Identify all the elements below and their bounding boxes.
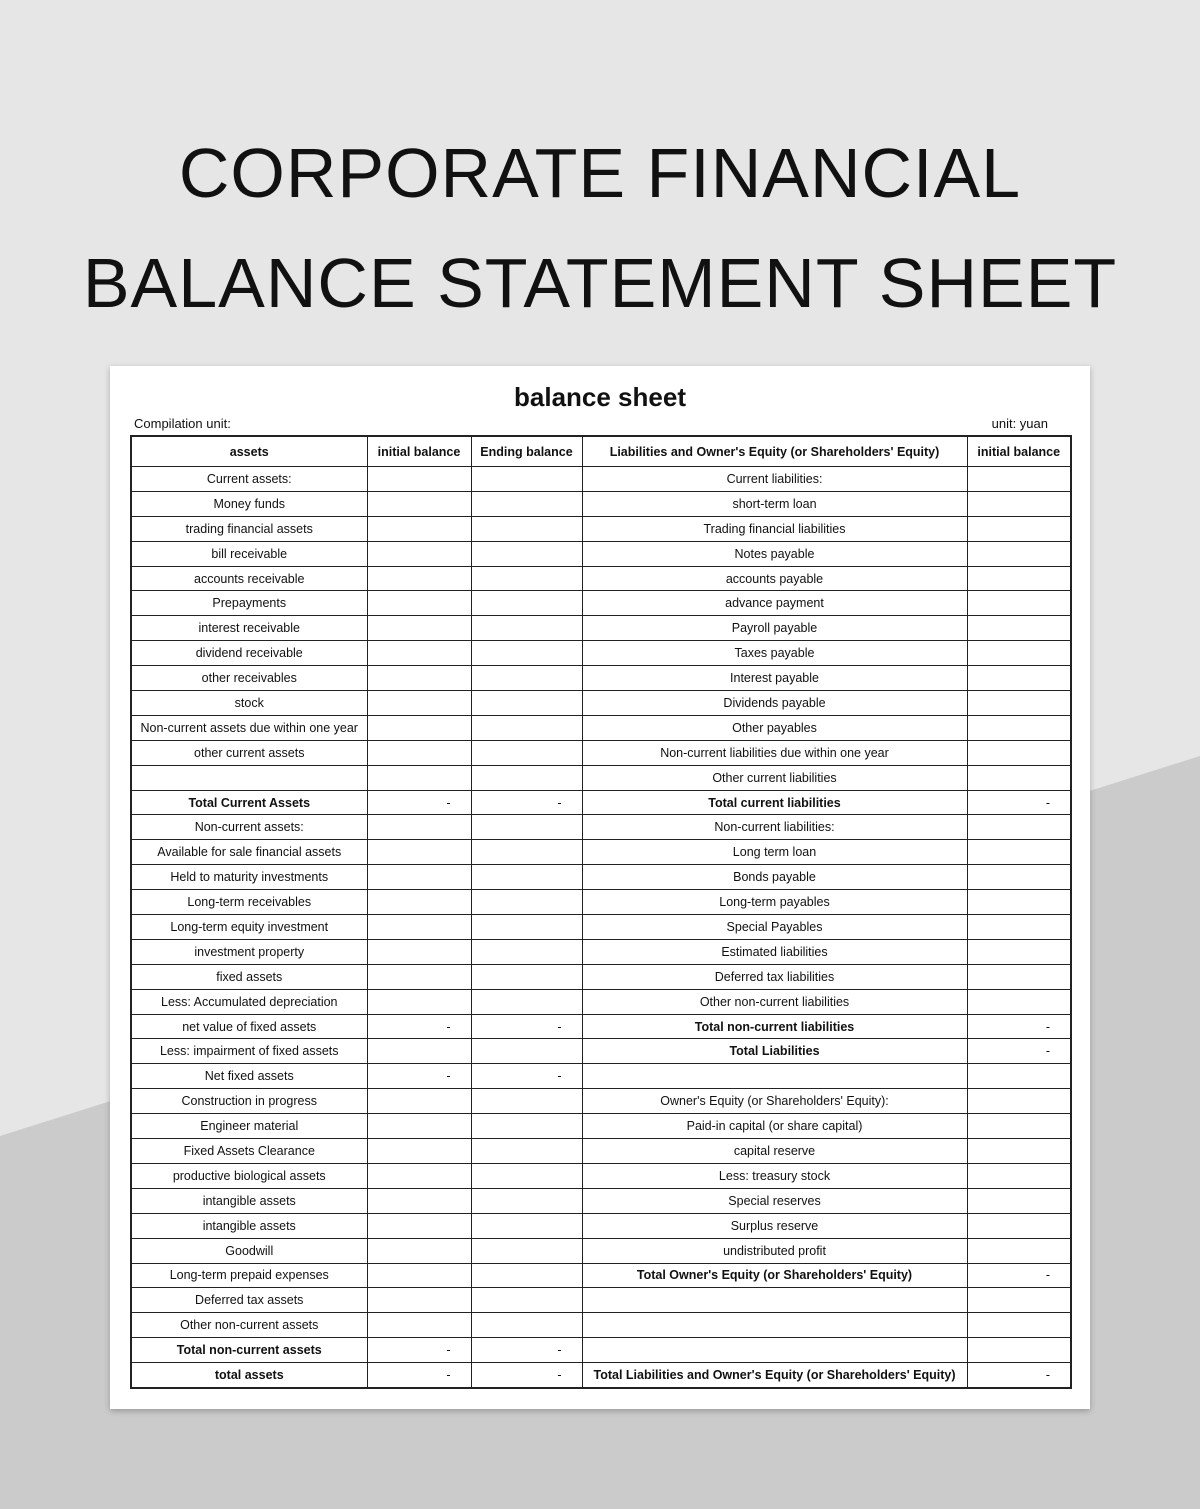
asset-initial-balance-cell [367, 715, 471, 740]
liability-initial-balance-cell [967, 516, 1071, 541]
asset-ending-balance-cell [471, 1139, 582, 1164]
liability-initial-balance-cell [967, 1288, 1071, 1313]
liability-label-cell: Deferred tax liabilities [582, 964, 967, 989]
table-row [131, 1313, 1071, 1338]
liability-initial-balance-cell [967, 1089, 1071, 1114]
header-assets-initial-balance: initial balance [367, 436, 471, 467]
asset-label-cell: fixed assets [131, 964, 367, 989]
asset-initial-balance-cell [367, 1039, 471, 1064]
asset-initial-balance-cell [367, 641, 471, 666]
liability-initial-balance-cell [967, 1188, 1071, 1213]
liability-label-cell: Long term loan [582, 840, 967, 865]
asset-ending-balance-cell [471, 939, 582, 964]
asset-label-cell: Current assets: [131, 467, 367, 492]
table-body [131, 467, 1071, 1388]
table-row [131, 1089, 1071, 1114]
liability-label-cell: Less: treasury stock [582, 1163, 967, 1188]
liability-label-cell [582, 1064, 967, 1089]
liability-label-cell: Trading financial liabilities [582, 516, 967, 541]
table-row [131, 1188, 1071, 1213]
asset-initial-balance-cell: - [367, 1064, 471, 1089]
asset-label-cell: Less: Accumulated depreciation [131, 989, 367, 1014]
liability-initial-balance-cell [967, 616, 1071, 641]
asset-initial-balance-cell [367, 1163, 471, 1188]
table-row [131, 715, 1071, 740]
asset-initial-balance-cell: - [367, 1014, 471, 1039]
table-row [131, 566, 1071, 591]
liability-label-cell: Total non-current liabilities [582, 1014, 967, 1039]
table-row [131, 1288, 1071, 1313]
balance-sheet-table [130, 435, 1072, 1389]
asset-label-cell: total assets [131, 1363, 367, 1388]
liability-label-cell: Total current liabilities [582, 790, 967, 815]
liability-label-cell: Special reserves [582, 1188, 967, 1213]
liability-label-cell: Bonds payable [582, 865, 967, 890]
asset-initial-balance-cell [367, 1313, 471, 1338]
asset-ending-balance-cell [471, 691, 582, 716]
liability-initial-balance-cell [967, 989, 1071, 1014]
liability-initial-balance-cell [967, 1064, 1071, 1089]
liability-initial-balance-cell [967, 467, 1071, 492]
table-row [131, 491, 1071, 516]
liability-label-cell: Long-term payables [582, 890, 967, 915]
asset-label-cell: Engineer material [131, 1114, 367, 1139]
liability-label-cell: Total Owner's Equity (or Shareholders' Equity) [582, 1263, 967, 1288]
liability-label-cell: undistributed profit [582, 1238, 967, 1263]
table-row [131, 890, 1071, 915]
asset-label-cell: intangible assets [131, 1188, 367, 1213]
asset-label-cell: Net fixed assets [131, 1064, 367, 1089]
balance-sheet-card [110, 366, 1090, 1409]
table-row [131, 1263, 1071, 1288]
asset-initial-balance-cell [367, 691, 471, 716]
compilation-unit-label: Compilation unit: [134, 416, 231, 431]
liability-initial-balance-cell [967, 1313, 1071, 1338]
table-row [131, 666, 1071, 691]
liability-initial-balance-cell [967, 815, 1071, 840]
asset-ending-balance-cell [471, 989, 582, 1014]
liability-label-cell: accounts payable [582, 566, 967, 591]
asset-initial-balance-cell [367, 915, 471, 940]
asset-initial-balance-cell [367, 516, 471, 541]
asset-label-cell: Available for sale financial assets [131, 840, 367, 865]
asset-initial-balance-cell [367, 666, 471, 691]
asset-label-cell [131, 765, 367, 790]
liability-label-cell [582, 1288, 967, 1313]
table-row [131, 691, 1071, 716]
asset-ending-balance-cell [471, 815, 582, 840]
asset-label-cell: Money funds [131, 491, 367, 516]
table-row [131, 1238, 1071, 1263]
liability-initial-balance-cell [967, 691, 1071, 716]
asset-label-cell: investment property [131, 939, 367, 964]
liability-label-cell: Current liabilities: [582, 467, 967, 492]
liability-initial-balance-cell [967, 765, 1071, 790]
asset-ending-balance-cell [471, 890, 582, 915]
asset-label-cell: Construction in progress [131, 1089, 367, 1114]
asset-label-cell: Long-term prepaid expenses [131, 1263, 367, 1288]
table-row [131, 790, 1071, 815]
liability-initial-balance-cell: - [967, 790, 1071, 815]
table-row [131, 1363, 1071, 1388]
liability-label-cell [582, 1338, 967, 1363]
asset-ending-balance-cell [471, 1263, 582, 1288]
liability-label-cell: Total Liabilities and Owner's Equity (or Shareholders' Equity) [582, 1363, 967, 1388]
page-title [0, 118, 1200, 338]
asset-ending-balance-cell [471, 1288, 582, 1313]
asset-initial-balance-cell [367, 964, 471, 989]
asset-label-cell: productive biological assets [131, 1163, 367, 1188]
asset-label-cell: Total Current Assets [131, 790, 367, 815]
asset-label-cell: trading financial assets [131, 516, 367, 541]
asset-initial-balance-cell [367, 740, 471, 765]
table-row [131, 765, 1071, 790]
asset-initial-balance-cell [367, 1188, 471, 1213]
asset-initial-balance-cell [367, 1139, 471, 1164]
asset-label-cell: stock [131, 691, 367, 716]
asset-label-cell: Goodwill [131, 1238, 367, 1263]
asset-ending-balance-cell [471, 491, 582, 516]
sheet-title: balance sheet [514, 382, 686, 412]
liability-initial-balance-cell [967, 591, 1071, 616]
liability-initial-balance-cell [967, 566, 1071, 591]
table-header-row [131, 436, 1071, 467]
asset-initial-balance-cell [367, 1238, 471, 1263]
header-liabilities-initial-balance: initial balance [967, 436, 1071, 467]
asset-label-cell: Held to maturity investments [131, 865, 367, 890]
liability-label-cell: Other current liabilities [582, 765, 967, 790]
table-row [131, 516, 1071, 541]
asset-initial-balance-cell [367, 1263, 471, 1288]
header-liabilities-equity: Liabilities and Owner's Equity (or Shareholders' Equity) [582, 436, 967, 467]
asset-ending-balance-cell [471, 666, 582, 691]
table-row [131, 641, 1071, 666]
asset-ending-balance-cell [471, 566, 582, 591]
table-row [131, 1139, 1071, 1164]
liability-initial-balance-cell [967, 666, 1071, 691]
liability-initial-balance-cell [967, 541, 1071, 566]
liability-label-cell: Dividends payable [582, 691, 967, 716]
asset-label-cell: dividend receivable [131, 641, 367, 666]
asset-label-cell: intangible assets [131, 1213, 367, 1238]
table-row [131, 815, 1071, 840]
table-row [131, 915, 1071, 940]
asset-initial-balance-cell [367, 467, 471, 492]
asset-initial-balance-cell [367, 1288, 471, 1313]
asset-ending-balance-cell [471, 1188, 582, 1213]
liability-label-cell: Notes payable [582, 541, 967, 566]
table-row [131, 939, 1071, 964]
liability-label-cell: Total Liabilities [582, 1039, 967, 1064]
liability-label-cell: Special Payables [582, 915, 967, 940]
asset-initial-balance-cell: - [367, 1338, 471, 1363]
asset-initial-balance-cell [367, 616, 471, 641]
asset-label-cell: other receivables [131, 666, 367, 691]
header-assets: assets [131, 436, 367, 467]
unit-label: unit: yuan [991, 416, 1048, 431]
asset-ending-balance-cell [471, 1089, 582, 1114]
liability-label-cell: Owner's Equity (or Shareholders' Equity): [582, 1089, 967, 1114]
asset-label-cell: bill receivable [131, 541, 367, 566]
liability-initial-balance-cell [967, 939, 1071, 964]
liability-initial-balance-cell [967, 1238, 1071, 1263]
asset-label-cell: Long-term equity investment [131, 915, 367, 940]
liability-label-cell [582, 1313, 967, 1338]
liability-initial-balance-cell [967, 1213, 1071, 1238]
liability-label-cell: Other non-current liabilities [582, 989, 967, 1014]
asset-initial-balance-cell [367, 865, 471, 890]
liability-label-cell: Payroll payable [582, 616, 967, 641]
table-row [131, 541, 1071, 566]
liability-label-cell: Interest payable [582, 666, 967, 691]
liability-initial-balance-cell: - [967, 1039, 1071, 1064]
asset-ending-balance-cell [471, 715, 582, 740]
liability-initial-balance-cell [967, 491, 1071, 516]
liability-initial-balance-cell: - [967, 1263, 1071, 1288]
liability-initial-balance-cell [967, 865, 1071, 890]
liability-initial-balance-cell [967, 641, 1071, 666]
asset-initial-balance-cell [367, 1213, 471, 1238]
asset-ending-balance-cell [471, 516, 582, 541]
table-row [131, 964, 1071, 989]
liability-initial-balance-cell [967, 840, 1071, 865]
asset-label-cell: Less: impairment of fixed assets [131, 1039, 367, 1064]
table-row [131, 467, 1071, 492]
asset-initial-balance-cell [367, 566, 471, 591]
asset-label-cell: net value of fixed assets [131, 1014, 367, 1039]
liability-initial-balance-cell [967, 1338, 1071, 1363]
page-title-line-1: CORPORATE FINANCIAL [178, 134, 1022, 212]
header-assets-ending-balance: Ending balance [471, 436, 582, 467]
asset-label-cell: Non-current assets: [131, 815, 367, 840]
liability-label-cell: short-term loan [582, 491, 967, 516]
asset-ending-balance-cell [471, 1114, 582, 1139]
asset-label-cell: Long-term receivables [131, 890, 367, 915]
asset-ending-balance-cell [471, 865, 582, 890]
liability-initial-balance-cell [967, 1114, 1071, 1139]
liability-initial-balance-cell: - [967, 1363, 1071, 1388]
asset-ending-balance-cell: - [471, 1014, 582, 1039]
liability-label-cell: Non-current liabilities due within one year [582, 740, 967, 765]
asset-ending-balance-cell [471, 840, 582, 865]
table-row [131, 740, 1071, 765]
asset-label-cell: Prepayments [131, 591, 367, 616]
asset-ending-balance-cell [471, 1313, 582, 1338]
liability-label-cell: Paid-in capital (or share capital) [582, 1114, 967, 1139]
liability-initial-balance-cell [967, 740, 1071, 765]
liability-initial-balance-cell [967, 915, 1071, 940]
asset-ending-balance-cell: - [471, 790, 582, 815]
liability-label-cell: advance payment [582, 591, 967, 616]
liability-initial-balance-cell [967, 1139, 1071, 1164]
liability-label-cell: Estimated liabilities [582, 939, 967, 964]
liability-initial-balance-cell [967, 964, 1071, 989]
asset-ending-balance-cell [471, 765, 582, 790]
asset-ending-balance-cell: - [471, 1064, 582, 1089]
liability-initial-balance-cell [967, 1163, 1071, 1188]
asset-label-cell: interest receivable [131, 616, 367, 641]
table-row [131, 591, 1071, 616]
table-row [131, 1064, 1071, 1089]
asset-label-cell: Total non-current assets [131, 1338, 367, 1363]
table-row [131, 1114, 1071, 1139]
asset-ending-balance-cell [471, 1213, 582, 1238]
liability-label-cell: capital reserve [582, 1139, 967, 1164]
asset-ending-balance-cell [471, 915, 582, 940]
table-row [131, 865, 1071, 890]
page-title-line-2: BALANCE STATEMENT SHEET [82, 244, 1118, 322]
asset-label-cell: Fixed Assets Clearance [131, 1139, 367, 1164]
asset-initial-balance-cell [367, 541, 471, 566]
liability-label-cell: Other payables [582, 715, 967, 740]
table-row [131, 1014, 1071, 1039]
asset-ending-balance-cell [471, 964, 582, 989]
asset-ending-balance-cell [471, 740, 582, 765]
asset-ending-balance-cell [471, 1039, 582, 1064]
asset-ending-balance-cell: - [471, 1338, 582, 1363]
asset-initial-balance-cell [367, 1114, 471, 1139]
asset-initial-balance-cell [367, 491, 471, 516]
asset-ending-balance-cell [471, 616, 582, 641]
liability-initial-balance-cell [967, 890, 1071, 915]
table-row [131, 616, 1071, 641]
table-row [131, 1163, 1071, 1188]
liability-label-cell: Non-current liabilities: [582, 815, 967, 840]
asset-label-cell: Other non-current assets [131, 1313, 367, 1338]
liability-label-cell: Surplus reserve [582, 1213, 967, 1238]
asset-label-cell: Deferred tax assets [131, 1288, 367, 1313]
asset-initial-balance-cell [367, 765, 471, 790]
asset-label-cell: other current assets [131, 740, 367, 765]
asset-initial-balance-cell [367, 1089, 471, 1114]
asset-initial-balance-cell [367, 939, 471, 964]
asset-initial-balance-cell [367, 815, 471, 840]
asset-initial-balance-cell [367, 591, 471, 616]
asset-ending-balance-cell [471, 1163, 582, 1188]
asset-label-cell: Non-current assets due within one year [131, 715, 367, 740]
liability-label-cell: Taxes payable [582, 641, 967, 666]
asset-ending-balance-cell [471, 541, 582, 566]
liability-initial-balance-cell: - [967, 1014, 1071, 1039]
table-row [131, 989, 1071, 1014]
asset-initial-balance-cell: - [367, 790, 471, 815]
asset-ending-balance-cell: - [471, 1363, 582, 1388]
table-row [131, 1213, 1071, 1238]
asset-ending-balance-cell [471, 1238, 582, 1263]
asset-initial-balance-cell [367, 989, 471, 1014]
table-row [131, 840, 1071, 865]
asset-initial-balance-cell: - [367, 1363, 471, 1388]
asset-initial-balance-cell [367, 840, 471, 865]
asset-initial-balance-cell [367, 890, 471, 915]
asset-label-cell: accounts receivable [131, 566, 367, 591]
asset-ending-balance-cell [471, 467, 582, 492]
table-row [131, 1039, 1071, 1064]
liability-initial-balance-cell [967, 715, 1071, 740]
asset-ending-balance-cell [471, 641, 582, 666]
table-row [131, 1338, 1071, 1363]
asset-ending-balance-cell [471, 591, 582, 616]
